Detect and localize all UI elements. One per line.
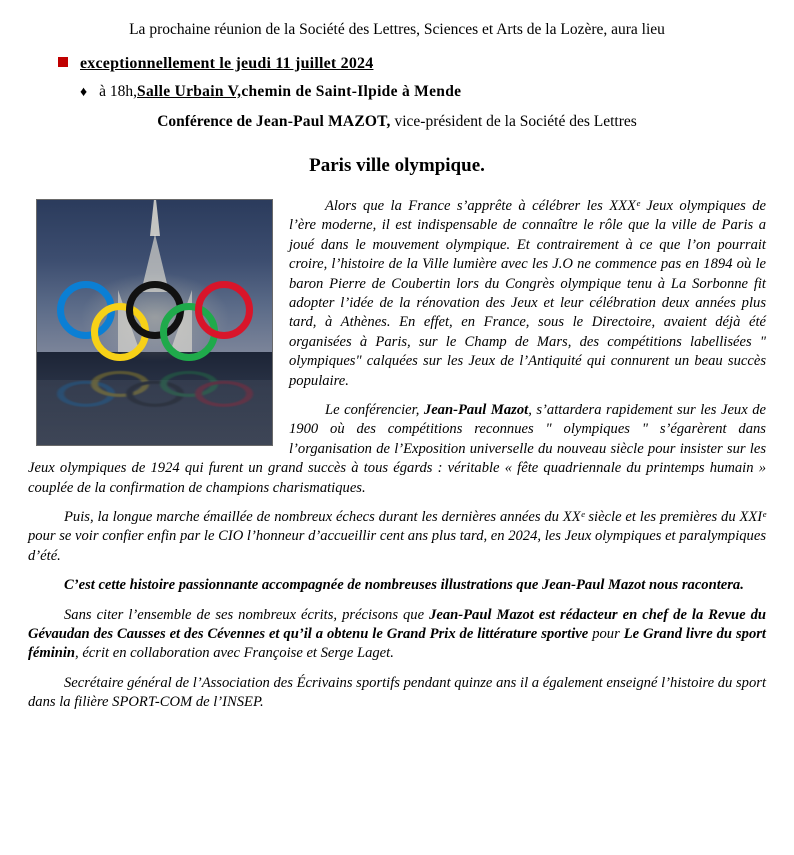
paragraph-5: [28, 606, 766, 664]
paragraph-3: Puis, la longue marche émaillée de nombreux échecs durant les dernières années du XXᵉ siècle et les premières du XXIᵉ pour se voir confier enfin par le CIO l’honneur d’accueillir cent ans plus tard, en 2024, les Jeux olympiques et paralympiques d’été.: [28, 509, 766, 564]
olympic-rings-reflection: [57, 377, 253, 407]
olympic-rings-icon: [57, 281, 253, 347]
meeting-time: à 18h,: [99, 82, 138, 100]
book-title: Le Grand livre du sport féminin: [28, 626, 766, 662]
paragraph-5-mid: pour: [588, 626, 624, 643]
page-title: Paris ville olympique.: [309, 154, 485, 176]
date-bullet-line: [28, 55, 766, 73]
paragraph-5-lead: Sans citer l’ensemble de ses nombreux écrits, précisons que: [64, 606, 430, 623]
paragraph-6: Secrétaire général de l’Association des Écrivains sportifs pendant quinze ans il a également enseigné l’histoire du sport dans la filière SPORT-COM de l’INSEP.: [28, 674, 766, 711]
conference-role: vice-président de la Société des Lettres: [390, 112, 637, 130]
meeting-address: chemin de Saint-Ilpide à Mende: [241, 82, 462, 100]
speaker-name-inline: Jean-Paul Mazot: [423, 401, 529, 418]
paragraph-5-tail: , écrit en collaboration avec Françoise et Serge Laget.: [75, 645, 394, 662]
diamond-bullet-icon: ♦: [80, 84, 88, 100]
paragraph-5-bold: Jean-Paul Mazot est rédacteur en chef de la Revue du Gévaudan des Causses et des Cévennes et qu’il a obtenu le Grand Prix de littérature sportive: [28, 606, 766, 643]
venue-bullet-line: [28, 83, 766, 101]
conference-prefix: Conférence de: [157, 112, 256, 130]
square-bullet-icon: [58, 57, 68, 67]
paragraph-4: [28, 576, 766, 595]
meeting-venue: Salle Urbain V,: [137, 82, 242, 100]
paragraph-2-rest: , s’attardera rapidement sur les Jeux de 1900 où des compétitions reconnues " olympiques " s’égarèrent dans l’organisation de l’Exposition universelle du nouveau siècle pour insister sur les Jeux olympiques de 1924 qui furent un grand succès à tous égards : véritable « fête quadriennale du printemps humain » couplée de la confirmation de champions charismatiques.: [28, 401, 767, 496]
paragraph-1: Alors que la France s’apprête à célébrer les XXXᵉ Jeux olympiques de l’ère moderne, il est indispensable de connaître le rôle que la ville de Paris a joué dans le mouvement olympique. Et contrairement à ce que l’on pourrait croire, l’histoire de la Ville lumière avec les J.O ne commence pas en 1894 où le baron Pierre de Coubertin lors du Congrès olympique tenu à La Sorbonne fit adopter l’idée de la rénovation des Jeux et leur célébration deux années plus tard, à Athènes. En effet, en France, sous le Directoire, avaient déjà été organisées à Paris, sur le Champ de Mars, des compétitions labellisées " olympiques" calquées sur les Jeux de l’Antiquité qui connurent un beau succès populaire.: [289, 197, 766, 389]
intro-line: La prochaine réunion de la Société des Lettres, Sciences et Arts de la Lozère, aura lieu: [129, 21, 665, 38]
article-body: [28, 197, 766, 713]
paragraph-4-text: C’est cette histoire passionnante accompagnée de nombreuses illustrations que Jean-Paul Mazot nous racontera.: [64, 577, 744, 594]
eiffel-olympic-rings-image: [36, 199, 273, 446]
meeting-date: exceptionnellement le jeudi 11 juillet 2024: [80, 54, 374, 72]
paragraph-2-lead: Le conférencier,: [325, 401, 424, 418]
conference-speaker: Jean-Paul MAZOT,: [255, 112, 391, 130]
conference-line: [28, 113, 766, 131]
